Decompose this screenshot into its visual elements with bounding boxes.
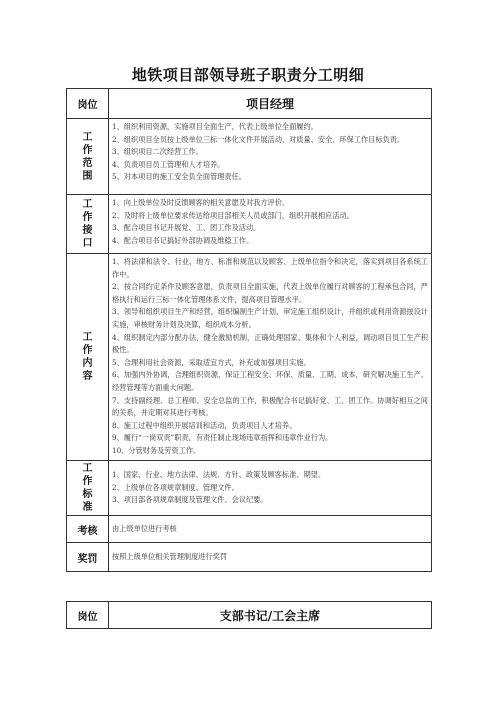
list-item: 3、领导和组织项目生产和经营，组织编制生产计划、审定施工组织设计，并组织或利用资源按设计实施，审核财务计划及决算，组织成本分析。	[112, 307, 428, 329]
assessment-label: 考核	[67, 516, 109, 543]
project-manager-duty-table	[66, 88, 432, 572]
work-content-label: 工 作 内 容	[67, 254, 109, 461]
work-scope-row	[67, 119, 432, 195]
work-scope-label: 工 作 范 围	[67, 119, 109, 195]
reward-row	[67, 543, 432, 572]
list-item: 3、项目部各项规章制度及管理文件、会议纪要。	[112, 495, 268, 505]
table-header-row	[67, 602, 432, 629]
assessment-row	[67, 516, 432, 543]
work-scope-content	[109, 119, 432, 195]
reward-label: 奖罚	[67, 543, 109, 572]
position-title: 项目经理	[109, 89, 432, 119]
list-item: 4、组织制定内部分配办法，健全激励机制，正确处理国家、集体和个人利益，调动项目员工生产积极性。	[112, 332, 428, 355]
reward-value: 按照上级单位相关管理制度进行奖罚	[109, 543, 432, 572]
list-item: 1、国家、行业、地方法律、法规、方针、政策及顾客标准、期望。	[112, 470, 326, 480]
work-interface-label: 工 作 接 口	[67, 195, 109, 254]
position-title: 支部书记/工会主席	[109, 602, 432, 629]
list-item: 1、组织利用资源，实施项目全面生产，代表上级单位全面履约。	[112, 122, 318, 131]
list-item: 4、配合项目书记搞好外部协调及维稳工作。	[112, 235, 254, 245]
work-interface-content	[109, 195, 432, 254]
list-item: 1、将法律和法令、行业、地方、标准和规范以及顾客、上级单位指令和决定，落实到项目各系统工作中。	[112, 257, 428, 279]
list-item: 2、上级单位各项规章制度、管理文件。	[112, 482, 239, 492]
list-item: 9、履行“一岗双责”职责，有责任制止现场违章指挥和违章作业行为。	[112, 433, 333, 443]
list-item: 2、组织项目全员按上级单位三标一体化文件开展活动，对质量、安全、环保工作目标负责。	[112, 134, 405, 144]
list-item: 5、对本项目的施工安全负全面管理责任。	[112, 172, 246, 182]
assessment-value: 由上级单位进行考核	[109, 516, 432, 543]
list-item: 6、加强内外协调，合理组织资源，保证工程安全、环保、质量、工期、成本，研究解决施工生产、经营管理等方面重大问题。	[112, 370, 428, 392]
work-standard-label: 工 作 标 准	[67, 461, 109, 516]
list-item: 2、及时将上级单位要求传达给项目部相关人员或部门，组织开展相应活动。	[112, 210, 354, 220]
list-item: 1、向上级单位及时反馈顾客的相关意愿及对我方评价。	[112, 198, 290, 207]
position-label: 岗位	[67, 89, 109, 119]
work-standard-row	[67, 461, 432, 516]
list-item: 7、支持副经理、总工程师、安全总监的工作，积极配合书记搞好党、工、团工作。协调好相互之间的关系，并定期对其进行考核。	[112, 395, 428, 418]
work-interface-row	[67, 195, 432, 254]
list-item: 4、负责项目员工管理和人才培养。	[112, 159, 225, 169]
list-item: 3、组织项目二次经营工作。	[112, 147, 203, 157]
work-standard-content	[109, 461, 432, 516]
list-item: 10、分管财务及劳资工作。	[112, 445, 201, 455]
document-title: 地铁项目部领导班子职责分工明细	[131, 66, 365, 84]
list-item: 2、按合同约定条件及顾客意愿，负责项目全面实施，代表上级单位履行对顾客的工程承包合同，严格执行和运行三标一体化管理体系文件，提高项目管理水平。	[112, 282, 428, 304]
list-item: 3、配合项目书记开展党、工、团工作及活动。	[112, 223, 261, 233]
position-label: 岗位	[67, 602, 109, 629]
work-content-row	[67, 254, 432, 461]
table-header-row	[67, 89, 432, 119]
list-item: 8、施工过程中组织开展培训和活动，负责项目人才培养。	[112, 420, 297, 430]
work-content-content	[109, 254, 432, 461]
list-item: 5、合理利用社会资源，采取适宜方式，补充或加强项目实施。	[112, 357, 311, 367]
party-secretary-duty-table	[66, 601, 432, 629]
